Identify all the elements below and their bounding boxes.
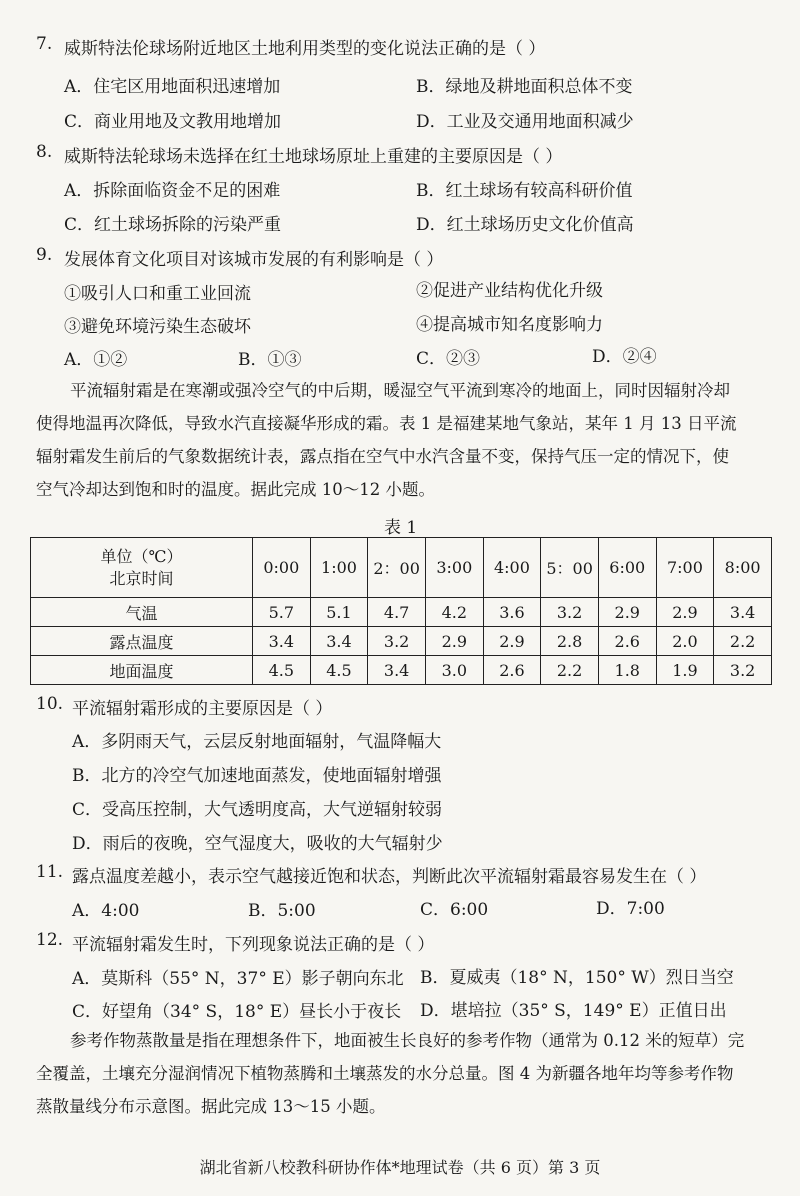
- table-cell: 2.9: [656, 598, 714, 627]
- table-cell: 3.4: [714, 598, 772, 627]
- question-number: 12.: [36, 930, 64, 950]
- table-cell: 2.8: [541, 627, 599, 656]
- option-c: C．好望角（34° S，18° E）昼长小于夜长: [72, 1002, 402, 1022]
- weather-data-table: [30, 537, 772, 685]
- option-d: D．红土球场历史文化价值高: [416, 215, 634, 235]
- time-header: 8:00: [714, 538, 772, 598]
- table-cell: 3.4: [368, 656, 426, 685]
- table-cell: 3.0: [425, 656, 483, 685]
- time-header: 6:00: [598, 538, 656, 598]
- option-c: C．商业用地及文教用地增加: [64, 112, 282, 132]
- time-header: 1:00: [310, 538, 368, 598]
- statement-2: ②促进产业结构优化升级: [416, 281, 603, 301]
- time-header: 7:00: [656, 538, 714, 598]
- option-b: B．5:00: [248, 901, 316, 921]
- time-header: 2：00: [368, 538, 426, 598]
- option-d: D．堪培拉（35° S，149° E）正值日出: [420, 1001, 727, 1021]
- table-row-dew-point: [31, 627, 772, 656]
- option-b: B．①③: [238, 350, 302, 370]
- question-stem: 发展体育文化项目对该城市发展的有利影响是（ ）: [64, 250, 444, 270]
- question-stem: 威斯特法轮球场未选择在红土地球场原址上重建的主要原因是（ ）: [64, 147, 563, 167]
- time-header: 3:00: [425, 538, 483, 598]
- row-label: 地面温度: [31, 656, 253, 685]
- question-number: 9.: [36, 245, 53, 265]
- option-c: C．受高压控制，大气透明度高，大气逆辐射较弱: [72, 800, 443, 820]
- question-stem: 平流辐射霜形成的主要原因是（ ）: [72, 699, 333, 719]
- time-header: 5：00: [541, 538, 599, 598]
- passage-line: 辐射霜发生前后的气象数据统计表，露点指在空气中水汽含量不变，保持气压一定的情况下，使: [36, 447, 729, 466]
- passage-line: 平流辐射霜是在寒潮或强冷空气的中后期，暖湿空气平流到寒冷的地面上，同时因辐射冷却: [70, 381, 730, 400]
- row-label: 露点温度: [31, 627, 253, 656]
- table-cell: 3.4: [310, 627, 368, 656]
- table-header-row: [31, 538, 772, 598]
- question-stem: 威斯特法伦球场附近地区土地利用类型的变化说法正确的是（ ）: [64, 39, 546, 59]
- option-b: B．红土球场有较高科研价值: [416, 181, 633, 201]
- statement-1: ①吸引人口和重工业回流: [64, 284, 251, 304]
- table-cell: 1.8: [598, 656, 656, 685]
- table-cell: 3.4: [253, 627, 311, 656]
- table-row-ground-temp: [31, 656, 772, 685]
- row-label: 气温: [31, 598, 253, 627]
- question-number: 11.: [36, 862, 64, 882]
- option-a: A．住宅区用地面积迅速增加: [64, 77, 281, 97]
- option-a: A．莫斯科（55° N，37° E）影子朝向东北: [72, 969, 404, 989]
- time-header: 4:00: [483, 538, 541, 598]
- table-cell: 2.9: [483, 627, 541, 656]
- question-stem: 平流辐射霜发生时，下列现象说法正确的是（ ）: [72, 935, 435, 955]
- table-cell: 4.2: [425, 598, 483, 627]
- passage-line: 空气冷却达到饱和时的温度。据此完成 10～12 小题。: [36, 480, 435, 499]
- header-time: 北京时间: [109, 568, 174, 588]
- question-stem: 露点温度差越小，表示空气越接近饱和状态，判断此次平流辐射霜最容易发生在（ ）: [72, 867, 707, 887]
- table-cell: 1.9: [656, 656, 714, 685]
- table-cell: 5.7: [253, 598, 311, 627]
- table-cell: 2.6: [483, 656, 541, 685]
- option-c: C．红土球场拆除的污染严重: [64, 215, 282, 235]
- table-cell: 4.5: [253, 656, 311, 685]
- table-cell: 2.2: [541, 656, 599, 685]
- option-a: A．拆除面临资金不足的困难: [64, 181, 281, 201]
- question-number: 10.: [36, 694, 64, 714]
- passage-line: 参考作物蒸散量是指在理想条件下，地面被生长良好的参考作物（通常为 0.12 米的短草）完: [70, 1031, 745, 1050]
- header-unit: 单位（℃）: [100, 546, 183, 566]
- passage-line: 蒸散量线分布示意图。据此完成 13～15 小题。: [36, 1097, 386, 1116]
- table-cell: 2.9: [425, 627, 483, 656]
- option-a: A．4:00: [72, 901, 140, 921]
- table-cell: 3.2: [541, 598, 599, 627]
- statement-4: ④提高城市知名度影响力: [416, 315, 603, 335]
- passage-line: 使得地温再次降低，导致水汽直接凝华形成的霜。表 1 是福建某地气象站，某年 1 月 13 日平流: [36, 414, 737, 433]
- option-c: C．②③: [416, 349, 481, 369]
- table-cell: 5.1: [310, 598, 368, 627]
- table-cell: 2.6: [598, 627, 656, 656]
- question-number: 7.: [36, 34, 53, 54]
- table-cell: 3.6: [483, 598, 541, 627]
- option-d: D．7:00: [596, 899, 665, 919]
- table-cell: 4.7: [368, 598, 426, 627]
- option-b: B．夏威夷（18° N，150° W）烈日当空: [420, 968, 734, 988]
- option-b: B．北方的冷空气加速地面蒸发，使地面辐射增强: [72, 766, 442, 786]
- header-cell-unit: [31, 538, 253, 598]
- table-cell: 3.2: [714, 656, 772, 685]
- page-footer: 湖北省新八校教科研协作体*地理试卷（共 6 页）第 3 页: [199, 1158, 601, 1177]
- table-cell: 2.9: [598, 598, 656, 627]
- passage-line: 全覆盖，土壤充分湿润情况下植物蒸腾和土壤蒸发的水分总量。图 4 为新疆各地年均等参考作物: [36, 1064, 734, 1083]
- passage-evapotranspiration: [36, 1024, 776, 1123]
- option-b: B．绿地及耕地面积总体不变: [416, 77, 633, 97]
- table-row-air-temp: [31, 598, 772, 627]
- statement-3: ③避免环境污染生态破坏: [64, 317, 251, 337]
- option-c: C．6:00: [420, 900, 489, 920]
- table-cell: 2.0: [656, 627, 714, 656]
- question-number: 8.: [36, 142, 53, 162]
- option-a: A．①②: [64, 350, 128, 370]
- option-d: D．工业及交通用地面积减少: [416, 112, 634, 132]
- table-caption: 表 1: [384, 518, 418, 538]
- option-a: A．多阴雨天气，云层反射地面辐射，气温降幅大: [72, 732, 442, 752]
- table-cell: 4.5: [310, 656, 368, 685]
- option-d: D．②④: [592, 347, 657, 367]
- table-cell: 3.2: [368, 627, 426, 656]
- passage-frost: [36, 374, 776, 506]
- option-d: D．雨后的夜晚，空气湿度大，吸收的大气辐射少: [72, 834, 443, 854]
- table-cell: 2.2: [714, 627, 772, 656]
- time-header: 0:00: [253, 538, 311, 598]
